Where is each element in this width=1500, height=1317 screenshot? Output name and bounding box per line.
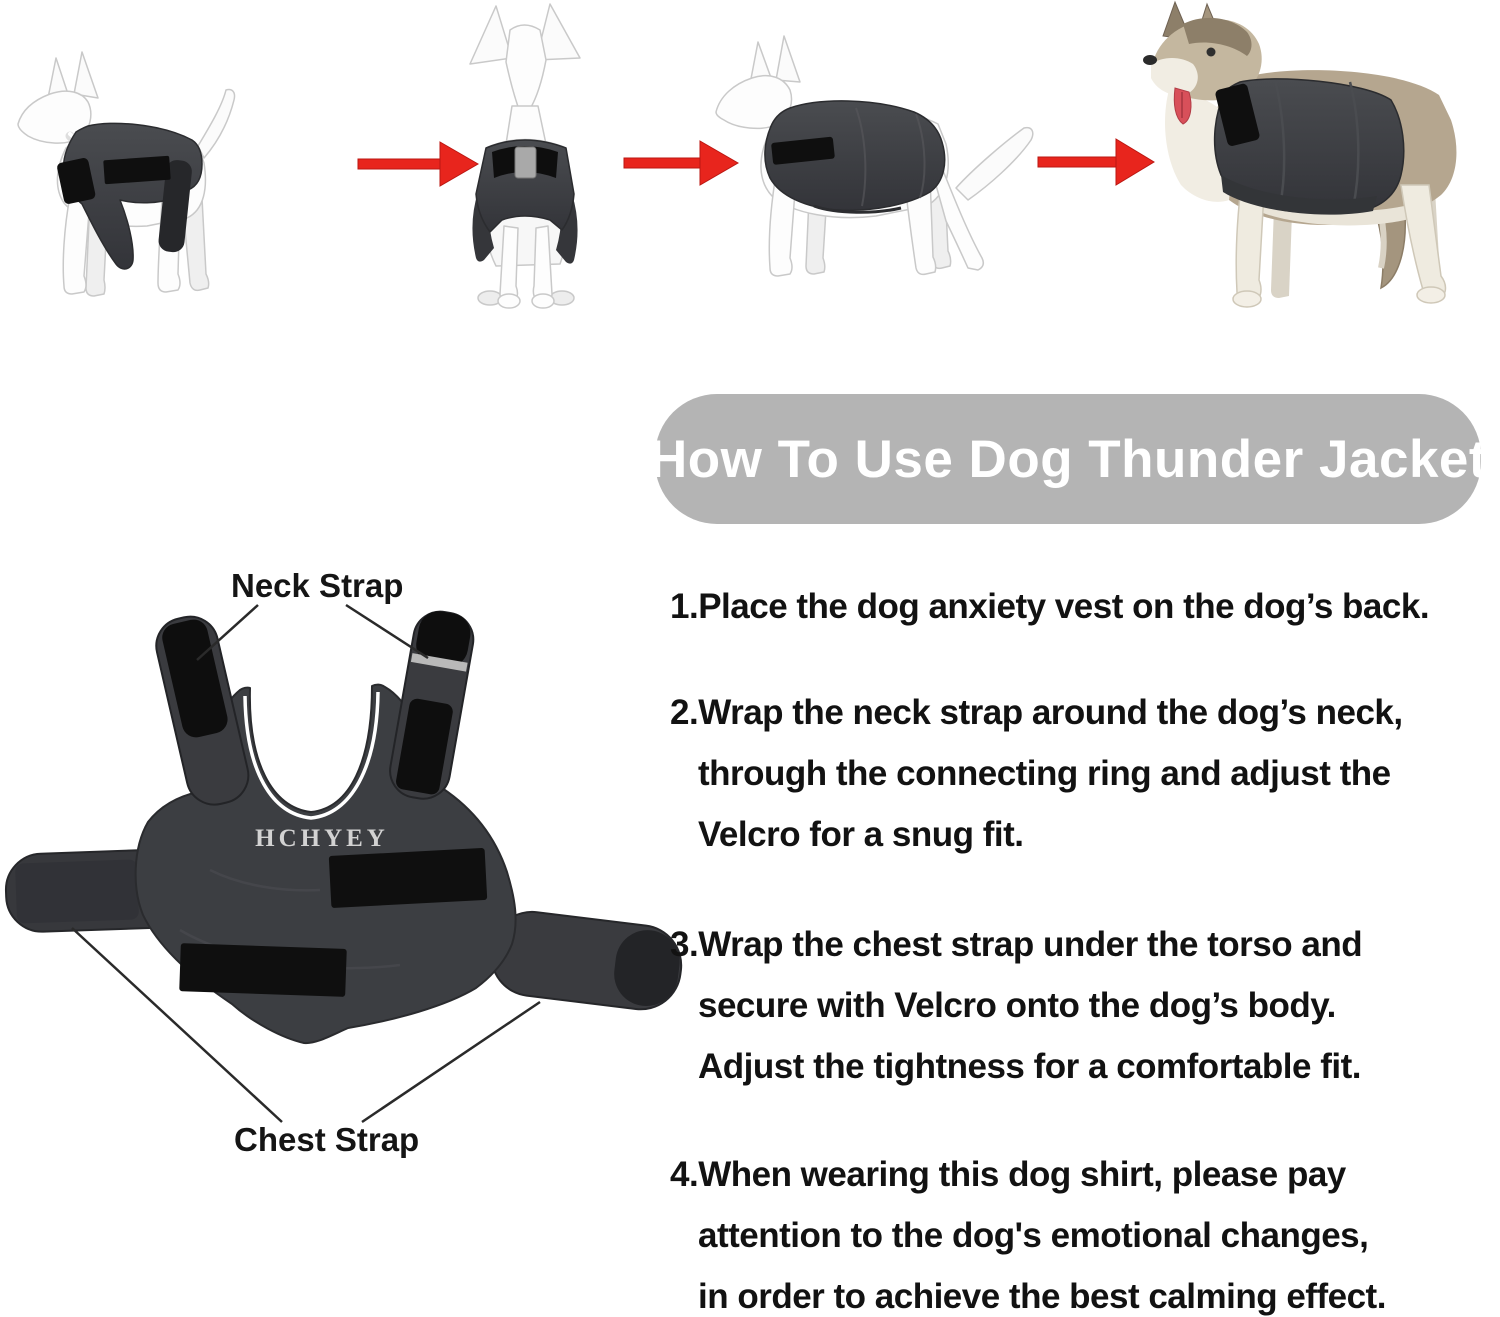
- neck-strap-label: Neck Strap: [231, 567, 404, 604]
- husky-wearing-vest-icon: [1125, 0, 1500, 312]
- step-text-line: 1.Place the dog anxiety vest on the dog’s back.: [670, 587, 1430, 626]
- instruction-step-1: [670, 576, 1492, 637]
- chest-strap-label: Chest Strap: [234, 1121, 420, 1158]
- back-velcro-panel: [329, 848, 488, 908]
- instruction-step-3: [670, 914, 1492, 1097]
- step-text-line: 4.When wearing this dog shirt, please pay: [670, 1155, 1346, 1194]
- red-arrow-right-icon: [356, 141, 480, 187]
- instruction-step-2: [670, 682, 1492, 865]
- page-title: How To Use Dog Thunder Jacket: [648, 429, 1488, 489]
- step-text-line: 2.Wrap the neck strap around the dog’s neck,: [670, 693, 1403, 732]
- step-text-line: Adjust the tightness for a comfortable fit.: [698, 1047, 1361, 1086]
- step-text-line: through the connecting ring and adjust the: [698, 754, 1391, 793]
- vest-flat-lay-diagram: [0, 555, 690, 1317]
- title-banner: [648, 394, 1488, 524]
- lower-velcro-panel: [179, 943, 347, 997]
- dog-mannequin-front-vest-icon: [464, 2, 586, 312]
- right-chest-flap: [487, 907, 686, 1014]
- step-text-line: in order to achieve the best calming effect.: [698, 1277, 1386, 1316]
- dog-mannequin-side-loose-vest-icon: [12, 48, 257, 300]
- step-text-line: 3.Wrap the chest strap under the torso and: [670, 925, 1363, 964]
- step-text-line: attention to the dog's emotional changes,: [698, 1216, 1369, 1255]
- brand-embroidery: HCHYEY: [255, 825, 389, 852]
- step-text-line: secure with Velcro onto the dog’s body.: [698, 986, 1336, 1025]
- instruction-step-4: [670, 1144, 1492, 1317]
- dog-mannequin-side-fitted-vest-icon: [706, 16, 1036, 312]
- step-text-line: Velcro for a snug fit.: [698, 815, 1024, 854]
